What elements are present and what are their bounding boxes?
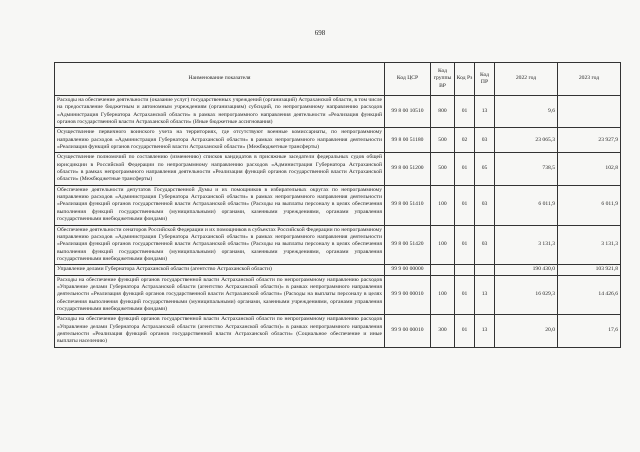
row-name: Осуществление первичного воинского учета на территориях, где отсутствуют военные комиссариаты, по непрограммному направлению расходов «Администрация Губернатора Астраханской области» в рамках непрограммного направления деятельности «Реализация функций органов государственной власти Астраханской области» (Межбюджетные трансферты) [55, 128, 385, 153]
row-vr: 100 [431, 225, 455, 265]
row-rz [455, 265, 475, 275]
row-name: Обеспечение деятельности сенаторов Российской Федерации и их помощников в субъектах Российской Федерации по непрограммному направлению расходов «Администрация Губернатора Астраханской области» в рамках непрограммного направления деятельности «Реализация функций органов государственной власти Астраханской области» (Расходы на выплаты персоналу в целях обеспечения выполнения функций государственными (муниципальными) органами, казенными учреждениями, органами управления государственными внебюджетными фондами) [55, 225, 385, 265]
header-rz: Код Рз [455, 63, 475, 96]
row-vr: 300 [431, 315, 455, 347]
table-row [55, 128, 621, 153]
header-name: Наименование показателя [55, 63, 385, 96]
row-pr: 05 [475, 153, 495, 185]
table-row [55, 225, 621, 265]
row-2022: 6 011,9 [495, 185, 558, 225]
row-pr: 13 [475, 275, 495, 315]
row-csr: 99 9 00 00010 [385, 315, 431, 347]
row-2022: 190 430,0 [495, 265, 558, 275]
row-name: Управление делами Губернатора Астраханской области (агентство Астраханской области) [55, 265, 385, 275]
row-pr: 03 [475, 225, 495, 265]
row-vr: 500 [431, 153, 455, 185]
header-2023: 2023 год [558, 63, 621, 96]
row-rz: 01 [455, 153, 475, 185]
table-row [55, 185, 621, 225]
row-2023 [558, 96, 621, 128]
row-csr: 99 9 00 00000 [385, 265, 431, 275]
row-2022: 20,0 [495, 315, 558, 347]
row-2022: 738,5 [495, 153, 558, 185]
row-vr: 100 [431, 185, 455, 225]
row-vr: 500 [431, 128, 455, 153]
row-name: Расходы на обеспечение деятельности (оказание услуг) государственных учреждений (организаций) Астраханской области, в том числе на предоставление бюджетным и автономным учреждениям (организациям) субсидий, по непрограммному направлению расходов «Администрация Губернатора Астраханской области» в рамках непрограммного направления деятельности «Реализация функций органов государственной власти Астраханской области» (Иные бюджетные ассигнования) [55, 96, 385, 128]
table-row [55, 265, 621, 275]
row-pr [475, 265, 495, 275]
row-vr [431, 265, 455, 275]
row-pr: 03 [475, 128, 495, 153]
row-rz: 01 [455, 225, 475, 265]
row-rz: 02 [455, 128, 475, 153]
header-2022: 2022 год [495, 63, 558, 96]
row-name: Расходы на обеспечение функций органов государственной власти Астраханской области по непрограммному направлению расходов «Управление делами Губернатора Астраханской области (агентство Астраханской области)» в рамках непрограммного направления деятельности «Реализация функций органов государственной власти Астраханской области» (Расходы на выплаты персоналу в целях обеспечения выполнения функций государственными (муниципальными) органами, казенными учреждениями, органами управления государственными внебюджетными фондами) [55, 275, 385, 315]
row-csr: 99 8 00 51420 [385, 225, 431, 265]
row-name: Расходы на обеспечение функций органов государственной власти Астраханской области по непрограммному направлению расходов «Управление делами Губернатора Астраханской области (агентство Астраханской области)» в рамках непрограммного направления деятельности «Реализация функций органов государственной власти Астраханской области» (Социальное обеспечение и иные выплаты населению) [55, 315, 385, 347]
row-pr: 13 [475, 315, 495, 347]
row-2022: 3 131,3 [495, 225, 558, 265]
row-csr: 99 9 00 00010 [385, 275, 431, 315]
row-2023: 102,8 [558, 153, 621, 185]
row-2023: 14 426,6 [558, 275, 621, 315]
row-csr: 99 8 00 51410 [385, 185, 431, 225]
row-2022: 16 029,3 [495, 275, 558, 315]
table-header-row [55, 63, 621, 96]
header-csr: Код ЦСР [385, 63, 431, 96]
table-row [55, 315, 621, 347]
row-vr: 100 [431, 275, 455, 315]
row-csr: 99 8 00 51180 [385, 128, 431, 153]
row-2023: 103 921,8 [558, 265, 621, 275]
row-2023: 17,6 [558, 315, 621, 347]
row-2022: 23 065,3 [495, 128, 558, 153]
row-2023: 23 927,9 [558, 128, 621, 153]
row-name: Осуществление полномочий по составлению (изменению) списков кандидатов в присяжные заседатели федеральных судов общей юрисдикции в Российской Федерации по непрограммному направлению расходов «Администрация Губернатора Астраханской области» в рамках непрограммного направления деятельности «Реализация функций органов государственной власти Астраханской области» (Межбюджетные трансферты) [55, 153, 385, 185]
row-2023: 3 131,3 [558, 225, 621, 265]
row-rz: 01 [455, 185, 475, 225]
page-number: 698 [314, 29, 326, 37]
row-rz: 01 [455, 315, 475, 347]
row-vr: 800 [431, 96, 455, 128]
row-name: Обеспечение деятельности депутатов Государственной Думы и их помощников в избирательных округах по непрограммному направлению расходов «Администрация Губернатора Астраханской области» в рамках непрограммного направления деятельности «Реализация функций органов государственной власти Астраханской области» (Расходы на выплаты персоналу в целях обеспечения выполнения функций государственными (муниципальными) органами, казенными учреждениями, органами управления государственными внебюджетными фондами) [55, 185, 385, 225]
row-rz: 01 [455, 275, 475, 315]
header-pr: Код ПР [475, 63, 495, 96]
budget-table [54, 62, 621, 348]
table-row [55, 96, 621, 128]
header-vr: Код группы ВР [431, 63, 455, 96]
table-row [55, 153, 621, 185]
row-pr: 13 [475, 96, 495, 128]
table-row [55, 275, 621, 315]
row-2023: 6 011,9 [558, 185, 621, 225]
row-rz: 01 [455, 96, 475, 128]
row-2022: 9,6 [495, 96, 558, 128]
row-pr: 03 [475, 185, 495, 225]
row-csr: 99 8 00 10510 [385, 96, 431, 128]
row-csr: 99 8 00 51200 [385, 153, 431, 185]
